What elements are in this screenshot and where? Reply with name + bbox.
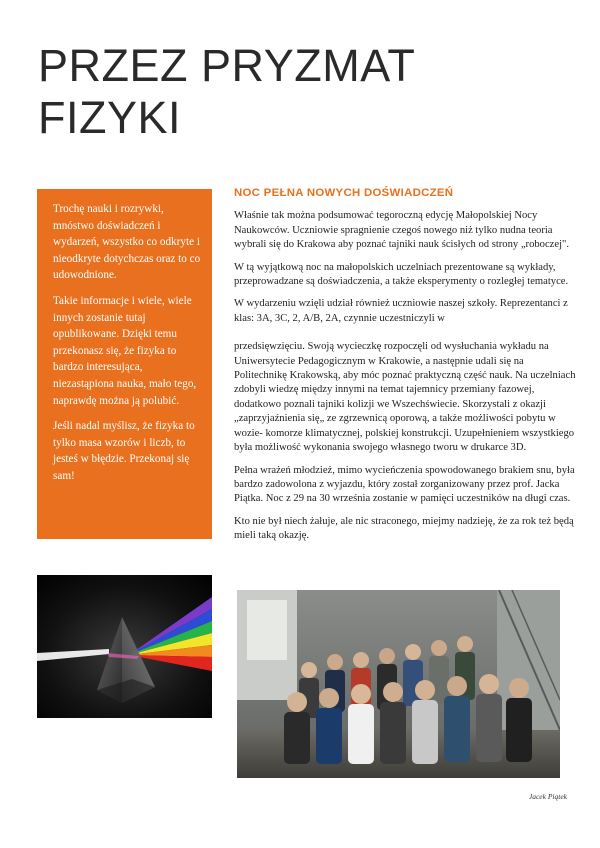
photo-caption: Jacek Piątek	[528, 792, 567, 801]
article-heading: NOC PEŁNA NOWYCH DOŚWIADCZEŃ	[234, 187, 454, 199]
article-paragraph-6: Kto nie był niech żałuje, ale nic straconego, miejmy nadzieję, że za rok też będą mieli taką okazję.	[234, 515, 574, 542]
sidebar-paragraph-3: Jeśli nadal myślisz, że fizyka to tylko masa wzorów i liczb, to jesteś w błędzie. Przekonaj się sam!	[53, 420, 195, 482]
article	[234, 186, 576, 552]
sidebar-paragraph-2: Takie informacje i wiele, wiele innych zostanie tutaj opublikowane. Dzięki temu przekonasz się, że fizyka to bardzo interesująca, niezastąpiona nauka, mało tego, naprawdę można ją polubić.	[53, 294, 197, 407]
article-paragraph-3: W wydarzeniu wzięli udział również uczniowie naszej szkoły. Reprezentanci z klas: 3A, 3C, 2, A/B, 2A, czynnie uczestniczyli w	[234, 298, 568, 324]
group-photo	[237, 590, 560, 778]
article-paragraph-4: przedsięwzięciu. Swoją wycieczkę rozpoczęli od wysłuchania wykładu na Uniwersytecie Pedagogicznym w Krakowie, a następnie udali się na Politechnikę Krakowską, aby móc poznać praktyczną część nauk. Na uczelniach zdobyli wiedzę między innymi na temat tajemnicy przemiany fazowej, dodatkowo poznali tajniki kolizji we Wszechświecie. Skorzystali z okazji „zaprzyjaźnienia się„ ze zgrzewnicą oporową, a także możliwości pobytu w wozie- komorze klimatycznej, polskiej konstrukcji. Uzupełnieniem wszystkiego była możliwość wykonania swojego własnego tworu w drukarce 3D.	[234, 341, 576, 454]
article-paragraph-1: Właśnie tak można podsumować tegoroczną edycję Małopolskiej Nocy Naukowców. Uczniowie spragnienie czegoś nowego niż tylko nudna teoria wybrali się do Krakowa aby poznać tajniki nauk ścisłych od strony „roboczej".	[234, 210, 569, 251]
article-paragraph-5: Pełna wrażeń młodzież, mimo wycieńczenia spowodowanego brakiem snu, była bardzo zadowolona z wyjazdu, który został zorganizowany przez prof. Jacka Piątka. Noc z 29 na 30 września zostanie w pamięci uczestników na długi czas.	[234, 464, 575, 505]
page-title	[38, 40, 578, 144]
prism-image	[37, 575, 212, 718]
title-line-2: FIZYKI	[38, 92, 182, 143]
sidebar-paragraph-1: Trochę nauki i rozrywki, mnóstwo doświadczeń i wydarzeń, wszystko co odkryte i nieodkryte dotychczas oraz to co udowodnione.	[53, 203, 201, 282]
title-line-1: PRZEZ PRYZMAT	[38, 40, 416, 91]
intro-sidebar	[37, 189, 212, 539]
article-paragraph-2: W tą wyjątkową noc na małopolskich uczelniach prezentowane są wykłady, przeprowadzane są doświadczenia, a także eksperymenty o rozległej tematyce.	[234, 261, 569, 288]
